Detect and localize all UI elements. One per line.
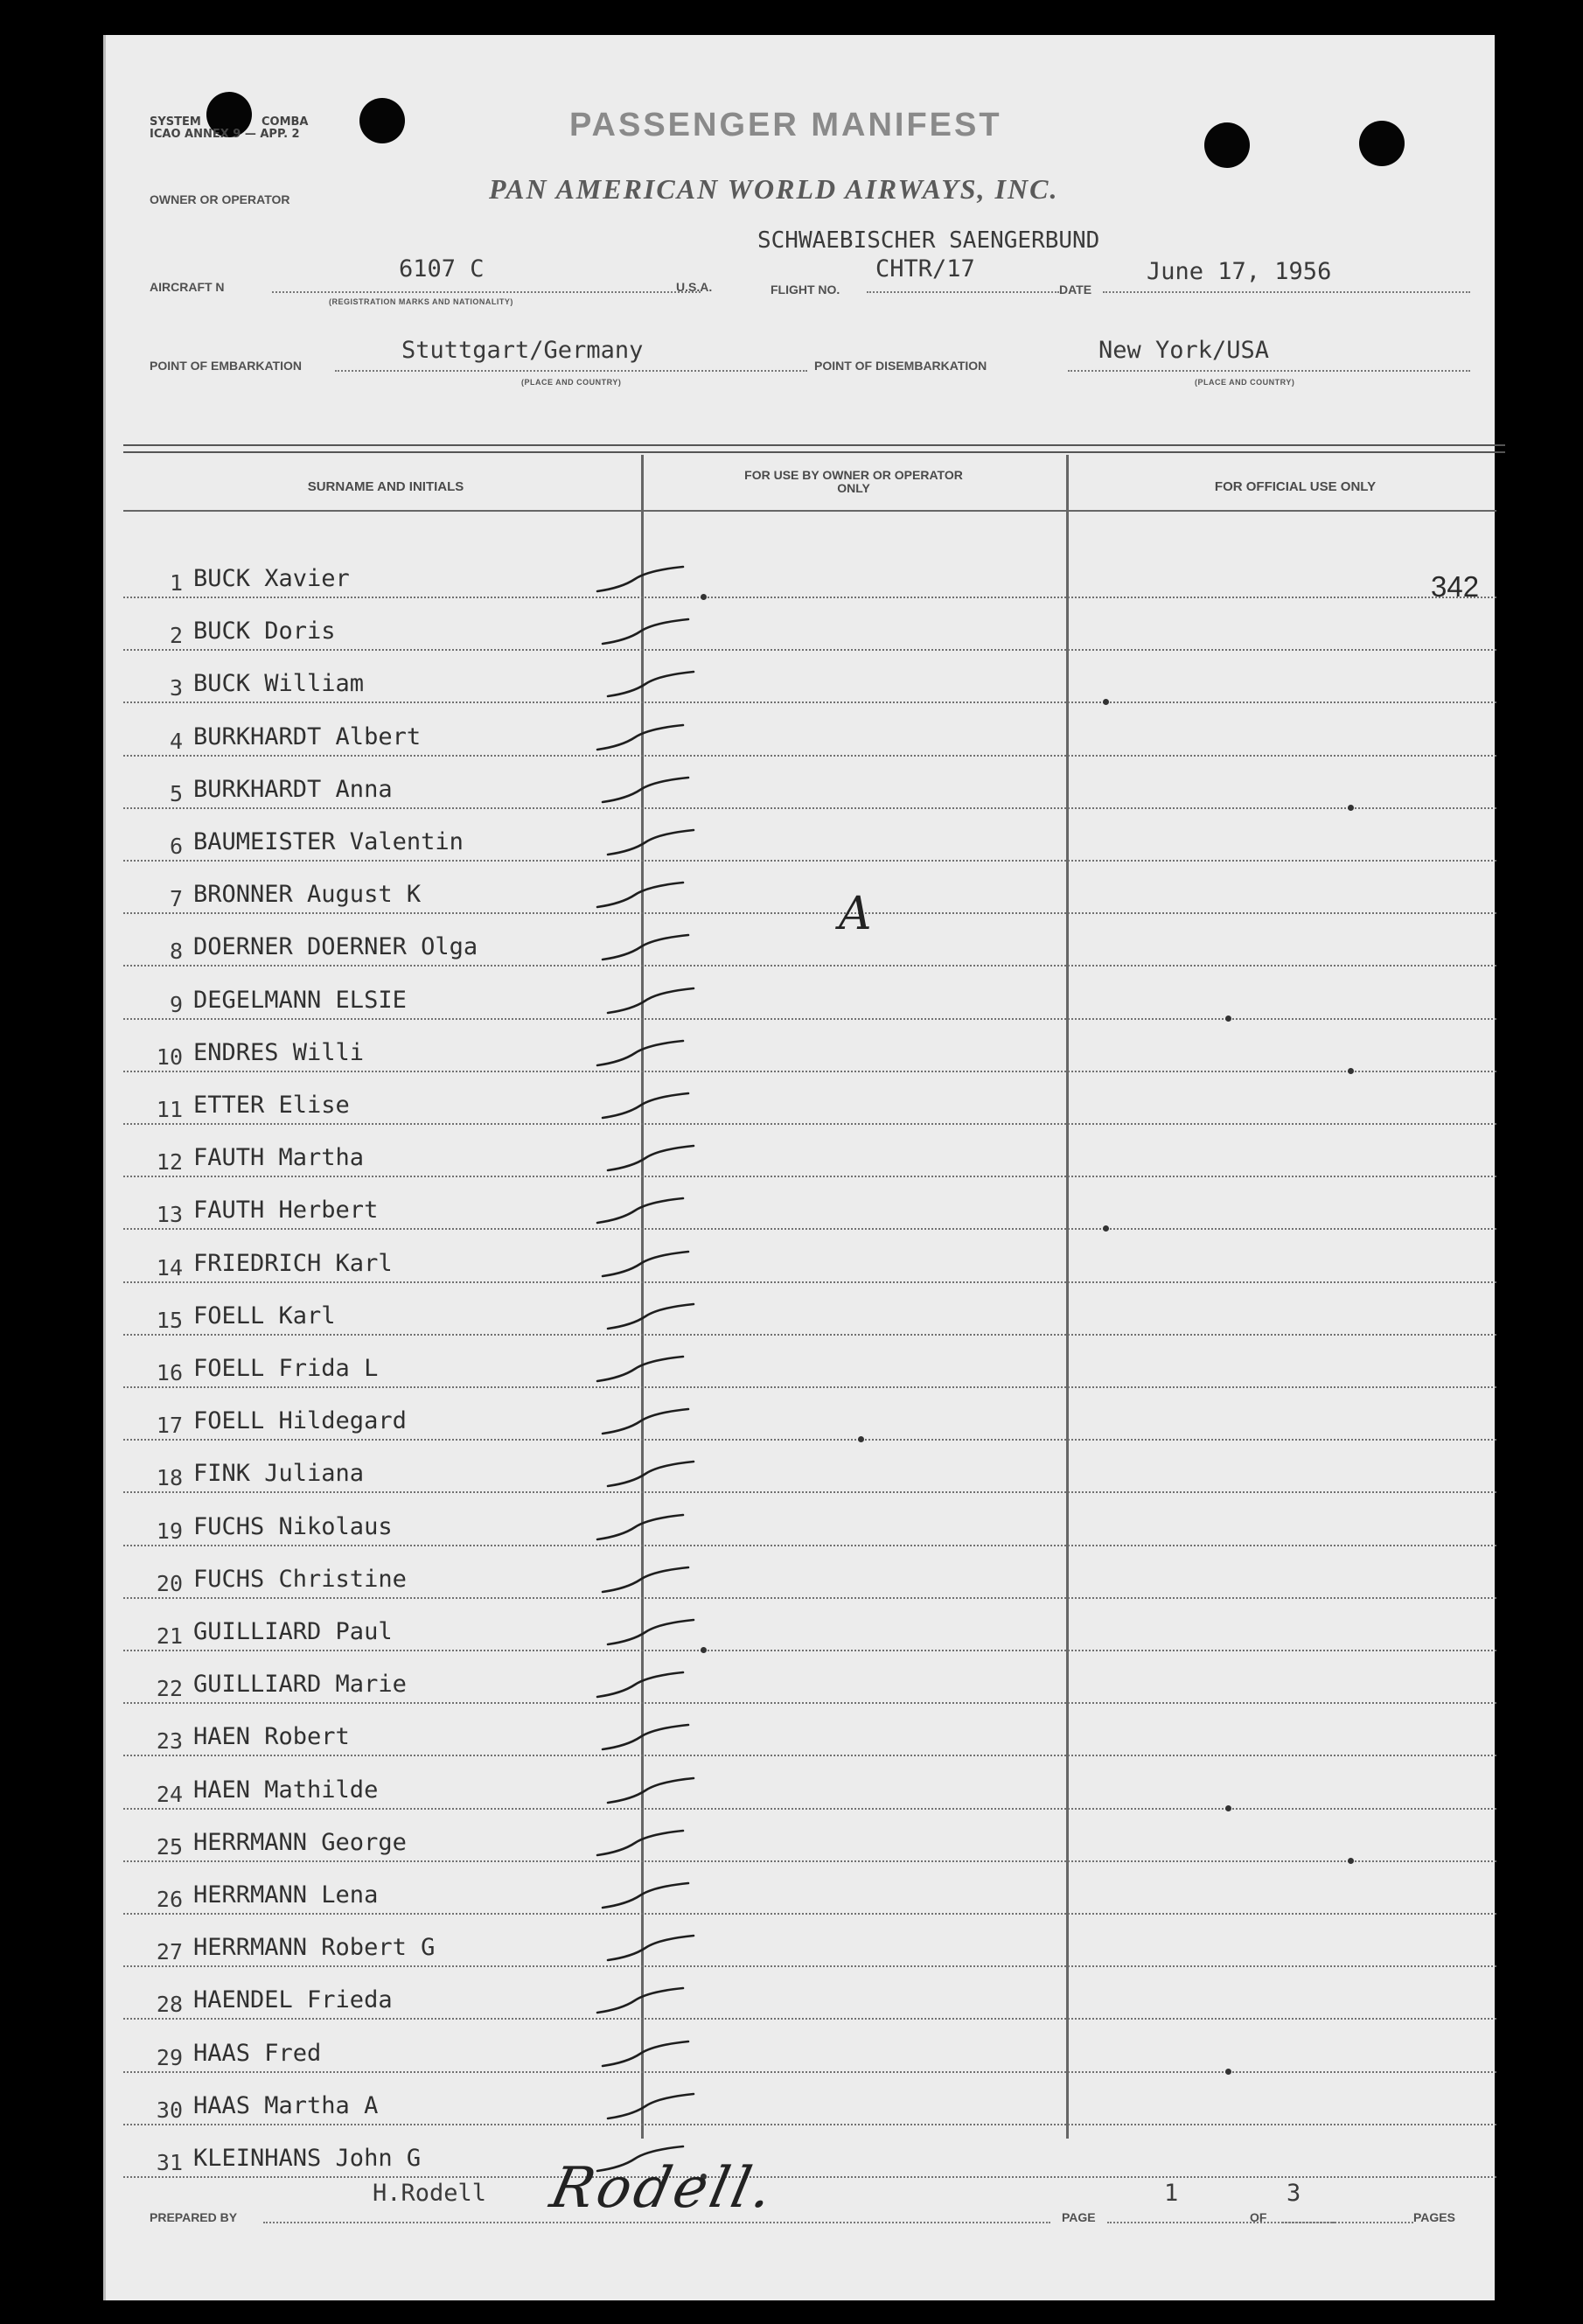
ink-dot bbox=[701, 1647, 707, 1653]
check-mark-icon bbox=[596, 1667, 683, 1702]
embarkation-value: Stuttgart/Germany bbox=[401, 337, 644, 364]
row-number: 13 bbox=[156, 1202, 183, 1227]
table-row-line bbox=[123, 912, 1496, 914]
ink-dot bbox=[1348, 1068, 1354, 1074]
passenger-name: HAAS Fred bbox=[193, 2040, 322, 2067]
row-number: 1 bbox=[169, 570, 183, 596]
table-row-line bbox=[123, 2176, 1496, 2178]
page-title: PASSENGER MANIFEST bbox=[569, 107, 1002, 143]
table-row-line bbox=[123, 1228, 1496, 1230]
of-label: OF bbox=[1250, 2210, 1267, 2224]
table-row-line bbox=[123, 1650, 1496, 1651]
passenger-name: BURKHARDT Anna bbox=[193, 776, 393, 803]
ink-dot bbox=[701, 594, 707, 600]
check-mark-icon bbox=[596, 877, 683, 912]
row-number: 17 bbox=[156, 1413, 183, 1438]
passenger-name: FAUTH Martha bbox=[193, 1144, 365, 1171]
check-mark-icon bbox=[606, 1773, 694, 1808]
ink-dot bbox=[1348, 1858, 1354, 1864]
passenger-name: FUCHS Christine bbox=[193, 1566, 407, 1593]
check-mark-icon bbox=[606, 1299, 694, 1334]
passenger-name: HERRMANN Robert G bbox=[193, 1934, 436, 1961]
row-number: 3 bbox=[169, 675, 183, 701]
row-number: 11 bbox=[156, 1097, 183, 1122]
passenger-name: BURKHARDT Albert bbox=[193, 723, 422, 750]
punch-hole bbox=[1204, 122, 1250, 168]
check-mark-icon bbox=[601, 1404, 688, 1439]
ink-dot bbox=[1103, 699, 1109, 705]
passenger-name: BUCK Xavier bbox=[193, 565, 350, 592]
passenger-name: BUCK Doris bbox=[193, 618, 336, 645]
system-ref-line: SYSTEM bbox=[150, 115, 201, 129]
table-row-line bbox=[123, 649, 1496, 651]
passenger-name: KLEINHANS John G bbox=[193, 2145, 422, 2172]
table-row-line bbox=[123, 1913, 1496, 1915]
table-header-rule bbox=[123, 510, 1496, 512]
passenger-name: GUILLIARD Marie bbox=[193, 1671, 407, 1698]
airline-name: PAN AMERICAN WORLD AIRWAYS, INC. bbox=[489, 173, 1059, 205]
ink-dot bbox=[1225, 2069, 1231, 2075]
row-number: 19 bbox=[156, 1518, 183, 1544]
table-row-line bbox=[123, 965, 1496, 967]
check-mark-icon bbox=[601, 1720, 688, 1755]
check-mark-icon bbox=[601, 930, 688, 965]
check-mark-icon bbox=[606, 1456, 694, 1491]
check-mark-icon bbox=[596, 1510, 683, 1545]
table-row-line bbox=[123, 1386, 1496, 1388]
check-mark-icon bbox=[601, 614, 688, 649]
check-mark-icon bbox=[606, 2089, 694, 2124]
table-row-line bbox=[123, 597, 1496, 598]
passenger-name: HAEN Robert bbox=[193, 1723, 350, 1750]
table-row-line bbox=[123, 1808, 1496, 1810]
embarkation-fill-line bbox=[335, 370, 807, 372]
column-divider bbox=[1066, 455, 1069, 2139]
row-number: 26 bbox=[156, 1887, 183, 1912]
prepared-fill-line bbox=[263, 2222, 1050, 2223]
table-row-line bbox=[123, 2124, 1496, 2125]
table-row-line bbox=[123, 1755, 1496, 1756]
check-mark-icon bbox=[596, 1193, 683, 1228]
check-mark-icon bbox=[606, 825, 694, 860]
passenger-name: HAEN Mathilde bbox=[193, 1776, 379, 1804]
table-row-line bbox=[123, 1597, 1496, 1599]
check-mark-icon bbox=[606, 1930, 694, 1965]
check-mark-icon bbox=[601, 1088, 688, 1123]
row-number: 4 bbox=[169, 729, 183, 754]
aircraft-fill-line bbox=[272, 291, 701, 293]
col-header-surname: SURNAME AND INITIALS bbox=[307, 479, 464, 494]
table-top-rule bbox=[123, 444, 1505, 453]
table-row-line bbox=[123, 860, 1496, 862]
disembarkation-label: POINT OF DISEMBARKATION bbox=[814, 359, 987, 373]
table-row-line bbox=[123, 1018, 1496, 1020]
ink-dot bbox=[1225, 1015, 1231, 1022]
passenger-name: HERRMANN Lena bbox=[193, 1881, 379, 1909]
row-number: 20 bbox=[156, 1571, 183, 1596]
passenger-name: HAENDEL Frieda bbox=[193, 1986, 393, 2013]
ink-dot bbox=[1225, 1805, 1231, 1811]
passenger-name: BUCK William bbox=[193, 670, 365, 697]
passenger-name: HERRMANN George bbox=[193, 1829, 407, 1856]
check-mark-icon bbox=[596, 1351, 683, 1386]
table-row-line bbox=[123, 1965, 1496, 1967]
disembarkation-fill-line bbox=[1068, 370, 1470, 372]
row-number: 24 bbox=[156, 1782, 183, 1807]
ink-dot bbox=[1348, 805, 1354, 811]
row-number: 22 bbox=[156, 1676, 183, 1701]
check-mark-icon bbox=[596, 562, 683, 597]
row-number: 21 bbox=[156, 1623, 183, 1649]
flight-date: June 17, 1956 bbox=[1147, 258, 1332, 285]
passenger-name: HAAS Martha A bbox=[193, 2092, 379, 2119]
table-row-line bbox=[123, 701, 1496, 703]
charter-group: SCHWAEBISCHER SAENGERBUND bbox=[757, 227, 1100, 254]
passenger-name: BRONNER August K bbox=[193, 881, 422, 908]
passenger-name: GUILLIARD Paul bbox=[193, 1618, 393, 1645]
row-number: 18 bbox=[156, 1465, 183, 1490]
row-number: 23 bbox=[156, 1728, 183, 1754]
ink-dot bbox=[858, 1436, 864, 1442]
table-row-line bbox=[123, 1071, 1496, 1072]
col-header-official: FOR OFFICIAL USE ONLY bbox=[1214, 479, 1377, 494]
check-mark-icon bbox=[601, 772, 688, 807]
row-number: 27 bbox=[156, 1939, 183, 1965]
page-number: 1 bbox=[1164, 2180, 1179, 2207]
table-row-line bbox=[123, 1334, 1496, 1336]
passenger-name: FOELL Frida L bbox=[193, 1355, 379, 1382]
check-mark-icon bbox=[596, 1825, 683, 1860]
passenger-name: BAUMEISTER Valentin bbox=[193, 828, 464, 855]
check-mark-icon bbox=[606, 1615, 694, 1650]
row-number: 29 bbox=[156, 2045, 183, 2070]
manifest-page bbox=[103, 35, 1495, 2300]
passenger-name: FAUTH Herbert bbox=[193, 1197, 379, 1224]
embarkation-caption: (PLACE AND COUNTRY) bbox=[521, 378, 622, 387]
check-mark-icon bbox=[601, 1878, 688, 1913]
country-code: U.S.A. bbox=[676, 280, 713, 294]
owner-mark: A bbox=[839, 888, 872, 940]
check-mark-icon bbox=[596, 1036, 683, 1071]
signature: Rodell. bbox=[545, 2156, 782, 2221]
table-row-line bbox=[123, 1123, 1496, 1125]
pages-label: PAGES bbox=[1413, 2210, 1455, 2224]
check-mark-icon bbox=[596, 1983, 683, 2018]
row-number: 30 bbox=[156, 2097, 183, 2123]
table-row-line bbox=[123, 1281, 1496, 1283]
table-row-line bbox=[123, 1545, 1496, 1546]
row-number: 15 bbox=[156, 1308, 183, 1333]
check-mark-icon bbox=[606, 1141, 694, 1176]
col-header-owner: FOR USE BY OWNER OR OPERATOR ONLY bbox=[744, 468, 963, 495]
row-number: 10 bbox=[156, 1044, 183, 1070]
pages-fill-line bbox=[1282, 2222, 1413, 2223]
system-ref-line: ICAO ANNEX 9 — APP. 2 bbox=[150, 128, 300, 141]
owner-label: OWNER OR OPERATOR bbox=[150, 192, 290, 206]
aircraft-number: 6107 C bbox=[399, 255, 485, 283]
row-number: 14 bbox=[156, 1255, 183, 1281]
registration-caption: (REGISTRATION MARKS AND NATIONALITY) bbox=[329, 297, 513, 306]
date-fill-line bbox=[1103, 291, 1470, 293]
table-row-line bbox=[123, 2071, 1496, 2073]
table-row-line bbox=[123, 1176, 1496, 1177]
punch-hole bbox=[359, 98, 405, 143]
row-number: 2 bbox=[169, 623, 183, 648]
system-reference bbox=[150, 116, 309, 141]
ink-dot bbox=[1103, 1225, 1109, 1232]
passenger-name: DEGELMANN ELSIE bbox=[193, 987, 407, 1014]
passenger-name: FRIEDRICH Karl bbox=[193, 1250, 393, 1277]
row-number: 31 bbox=[156, 2150, 183, 2175]
row-number: 6 bbox=[169, 834, 183, 859]
table-row-line bbox=[123, 1491, 1496, 1493]
prepared-by-label: PREPARED BY bbox=[150, 2210, 238, 2224]
total-pages: 3 bbox=[1287, 2180, 1301, 2207]
disembarkation-value: New York/USA bbox=[1098, 337, 1270, 364]
table-row-line bbox=[123, 1860, 1496, 1862]
check-mark-icon bbox=[606, 983, 694, 1018]
row-number: 8 bbox=[169, 939, 183, 964]
row-number: 12 bbox=[156, 1149, 183, 1175]
row-number: 16 bbox=[156, 1360, 183, 1385]
table-row-line bbox=[123, 1702, 1496, 1704]
punch-hole bbox=[1359, 121, 1405, 166]
row-number: 7 bbox=[169, 886, 183, 911]
flight-number: CHTR/17 bbox=[875, 255, 975, 283]
flight-label: FLIGHT NO. bbox=[771, 283, 840, 297]
check-mark-icon bbox=[606, 666, 694, 701]
disembarkation-caption: (PLACE AND COUNTRY) bbox=[1195, 378, 1295, 387]
page-label: PAGE bbox=[1062, 2210, 1096, 2224]
aircraft-label: AIRCRAFT N bbox=[150, 280, 225, 294]
system-ref-line: COMBA bbox=[262, 115, 309, 129]
embarkation-label: POINT OF EMBARKATION bbox=[150, 359, 302, 373]
table-row-line bbox=[123, 755, 1496, 757]
date-label: DATE bbox=[1059, 283, 1092, 297]
passenger-name: FINK Juliana bbox=[193, 1460, 365, 1487]
passenger-name: FOELL Hildegard bbox=[193, 1407, 407, 1434]
passenger-name: ETTER Elise bbox=[193, 1092, 350, 1119]
passenger-name: DOERNER DOERNER Olga bbox=[193, 933, 478, 960]
check-mark-icon bbox=[601, 2036, 688, 2071]
table-row-line bbox=[123, 1439, 1496, 1441]
row-number: 28 bbox=[156, 1992, 183, 2017]
check-mark-icon bbox=[601, 1246, 688, 1281]
flight-fill-line bbox=[867, 291, 1059, 293]
official-note: 342 bbox=[1431, 570, 1480, 603]
table-row-line bbox=[123, 2018, 1496, 2020]
check-mark-icon bbox=[601, 1562, 688, 1597]
row-number: 9 bbox=[169, 992, 183, 1017]
row-number: 25 bbox=[156, 1834, 183, 1860]
check-mark-icon bbox=[596, 720, 683, 755]
passenger-name: FUCHS Nikolaus bbox=[193, 1513, 393, 1540]
prepared-by-name: H.Rodell bbox=[373, 2180, 487, 2207]
row-number: 5 bbox=[169, 781, 183, 806]
table-row-line bbox=[123, 807, 1496, 809]
passenger-name: ENDRES Willi bbox=[193, 1039, 365, 1066]
passenger-name: FOELL Karl bbox=[193, 1302, 336, 1329]
